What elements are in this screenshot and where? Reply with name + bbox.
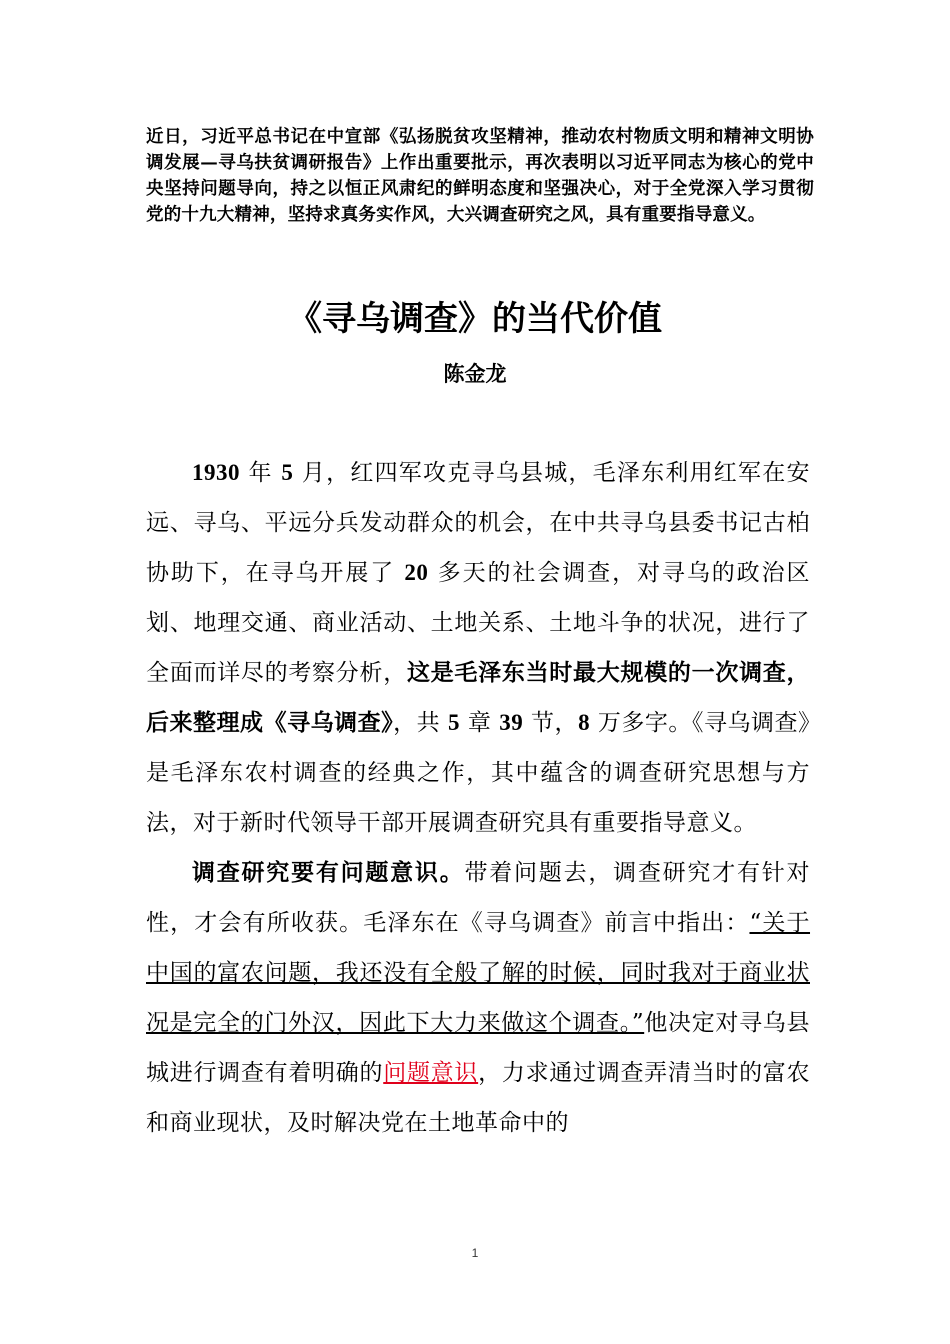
- text-span: ，力求通过调查弄清当时的富农和商业现状，及时解决党在土地革命中的: [146, 1060, 811, 1136]
- paragraph-2: [146, 848, 810, 1148]
- text-span: 20: [404, 560, 429, 585]
- text-span: 5: [281, 460, 294, 485]
- intro-paragraph: 近日，习近平总书记在中宣部《弘扬脱贫攻坚精神，推动农村物质文明和精神文明协调发展—寻乌扶贫调研报告》上作出重要批示，再次表明以习近平同志为核心的党中央坚持问题导向，持之以恒正风肃纪的鲜明态度和坚强决心，对于全党深入学习贯彻党的十九大精神，坚持求真务实作风，大兴调查研究之风，具有重要指导意义。: [146, 127, 814, 225]
- text-span: 年: [240, 460, 282, 486]
- article-body: [146, 448, 810, 1148]
- text-span: 8: [578, 710, 591, 735]
- text-span: 5: [448, 710, 461, 735]
- paragraph-1: [146, 448, 810, 848]
- text-span: 万多字。《寻乌调查》是毛泽东农村调查的经典之作，其中蕴含的调查研究思想与方法，对于新时代领导干部开展调查研究具有重要指导意义。: [146, 710, 811, 836]
- text-span: ，共: [393, 710, 449, 736]
- text-span: 节，: [523, 710, 579, 736]
- page-number: 1: [471, 1246, 479, 1260]
- article-title: 《寻乌调查》的当代价值: [288, 299, 662, 339]
- bold-emphasis: 这是毛泽东当时最大规模的一次调查，后来整理成《寻乌调查》: [146, 660, 811, 736]
- article-author: 陈金龙: [443, 362, 507, 386]
- underlined-quote: “关于中国的富农问题，我还没有全般了解的时候，同时我对于商业状况是完全的门外汉，因此下大力来做这个调查。”: [146, 910, 811, 1036]
- text-span: 章: [460, 710, 500, 736]
- text-span: 他决定对寻乌县城进行调查有着明确的: [146, 1010, 810, 1086]
- text-span: 多天的社会调查，对寻乌的政治区划、地理交通、商业活动、土地关系、土地斗争的状况，进行了全面而详尽的考察分析，: [146, 560, 811, 686]
- text-span: 带着问题去，调查研究才有针对性，才会有所收获。毛泽东在《寻乌调查》前言中指出：: [146, 860, 811, 936]
- text-span: 月，红四军攻克寻乌县城，毛泽东利用红军在安远、寻乌、平远分兵发动群众的机会，在中共寻乌县委书记古柏协助下，在寻乌开展了: [146, 460, 811, 586]
- text-span: 39: [499, 710, 524, 735]
- highlighted-term: 问题意识: [383, 1060, 479, 1086]
- section-heading: 调查研究要有问题意识。: [192, 860, 465, 886]
- text-span: 1930: [192, 460, 240, 485]
